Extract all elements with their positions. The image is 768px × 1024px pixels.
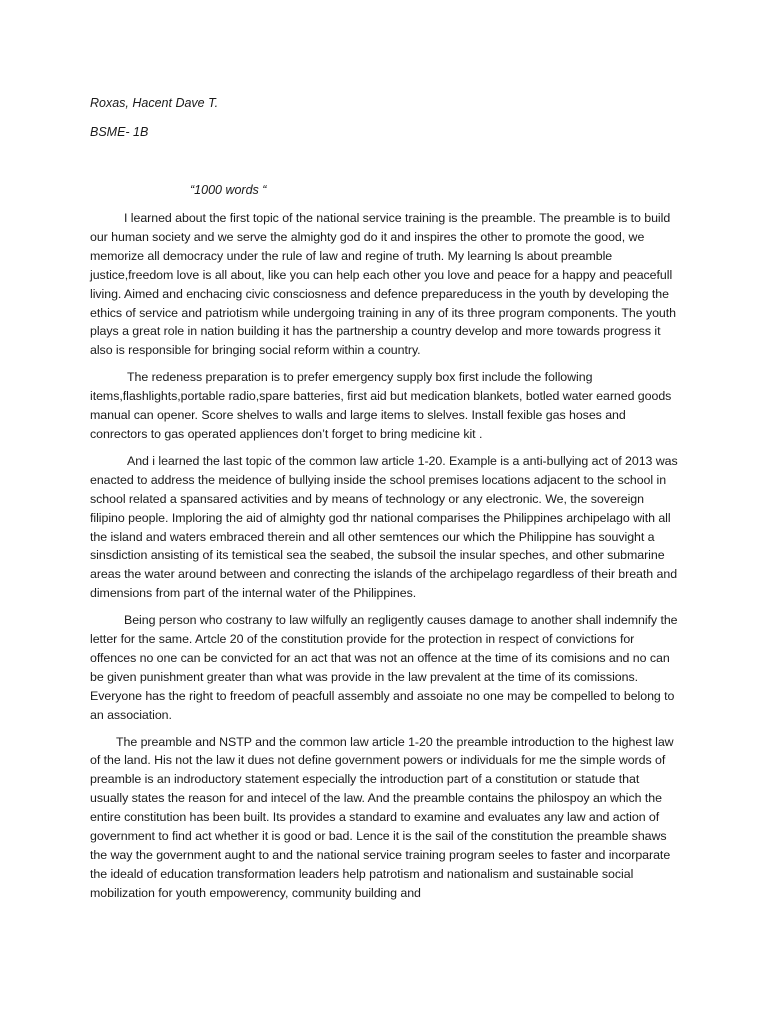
paragraph-2: The redeness preparation is to prefer emergency supply box first include the following items,flashlights,portable radio,spare batteries, first aid but medication blankets, botled water earned goods manual can opener. Score shelves to walls and large items to slelves. Install fexible gas hoses and conrectors to gas operated appliences don’t forget to bring medicine kit .	[90, 370, 672, 441]
essay-title: “1000 words “	[190, 183, 267, 197]
paragraph-5: The preamble and NSTP and the common law article 1-20 the preamble introduction to the highest law of the land. His not the law it dues not define government powers or individuals for me the simple words of preamble is an indroductory statement especially the introduction part of a constitution or statude that usually states the reason for and intecel of the law. And the preamble contains the philospoy an which the entire constitution has been built. Its provides a standard to examine and evaluates any law and action of government to find act whether it is good or bad. Lence it is the sail of the constitution the preamble shaws the way the government aught to and the national service training program seeles to faster and incorparate the ideald of education transformation leaders help patrotism and nationalism and sustainable social mobilization for youth empowerency, community building and	[90, 734, 674, 900]
paragraph-3: And i learned the last topic of the common law article 1-20. Example is a anti-bullying act of 2013 was enacted to address the meidence of bullying inside the school premises locations adjacent to the school in school related a spansared activities and by means of technology or any electronic. We, the sovereign filipino people. Imploring the aid of almighty god thr national comparises the Philippines archipelago with all the island and waters embraced therein and all other semtences our which the Philippine has souvight a sinsdiction ansisting of its temistical sea the seabed, the subsoil the insular speches, and other submarine areas the water around between and conrecting the islands of the archipelago regardless of their breath and dimensions from part of the internal water of the Philippines.	[90, 453, 678, 601]
essay-body	[90, 209, 680, 911]
paragraph-4: Being person who costrany to law wilfully an regligently causes damage to another shall indemnify the letter for the same. Artcle 20 of the constitution provide for the protection in respect of convictions for offences no one can be convicted for an act that was not an offence at the time of its comisions and no can be given punishment greater than what was provide in the law prevalent at the time of its comissions. Everyone has the right to freedom of peacfull assembly and assoiate no one may be compelled to belong to an association.	[90, 613, 678, 722]
class-section: BSME- 1B	[90, 125, 149, 139]
paragraph-1: I learned about the first topic of the national service training is the preamble. The preamble is to build our human society and we serve the almighty god do it and inspires the other to promote the good, we memorize all democracy under the rule of law and regine of truth. My learning ls about preamble justice,freedom love is all about, like you can help each other you love and peace for a happy and peacefull living. Aimed and enchacing civic consciosness and defence prepareducess in the youth by developing the ethics of service and patriotism while undergoing training in any of its three program components. The youth plays a great role in nation building it has the partnership a country develop and more towards progress it also is responsible for bringing social reform within a country.	[90, 211, 677, 358]
author-name: Roxas, Hacent Dave T.	[90, 96, 219, 110]
